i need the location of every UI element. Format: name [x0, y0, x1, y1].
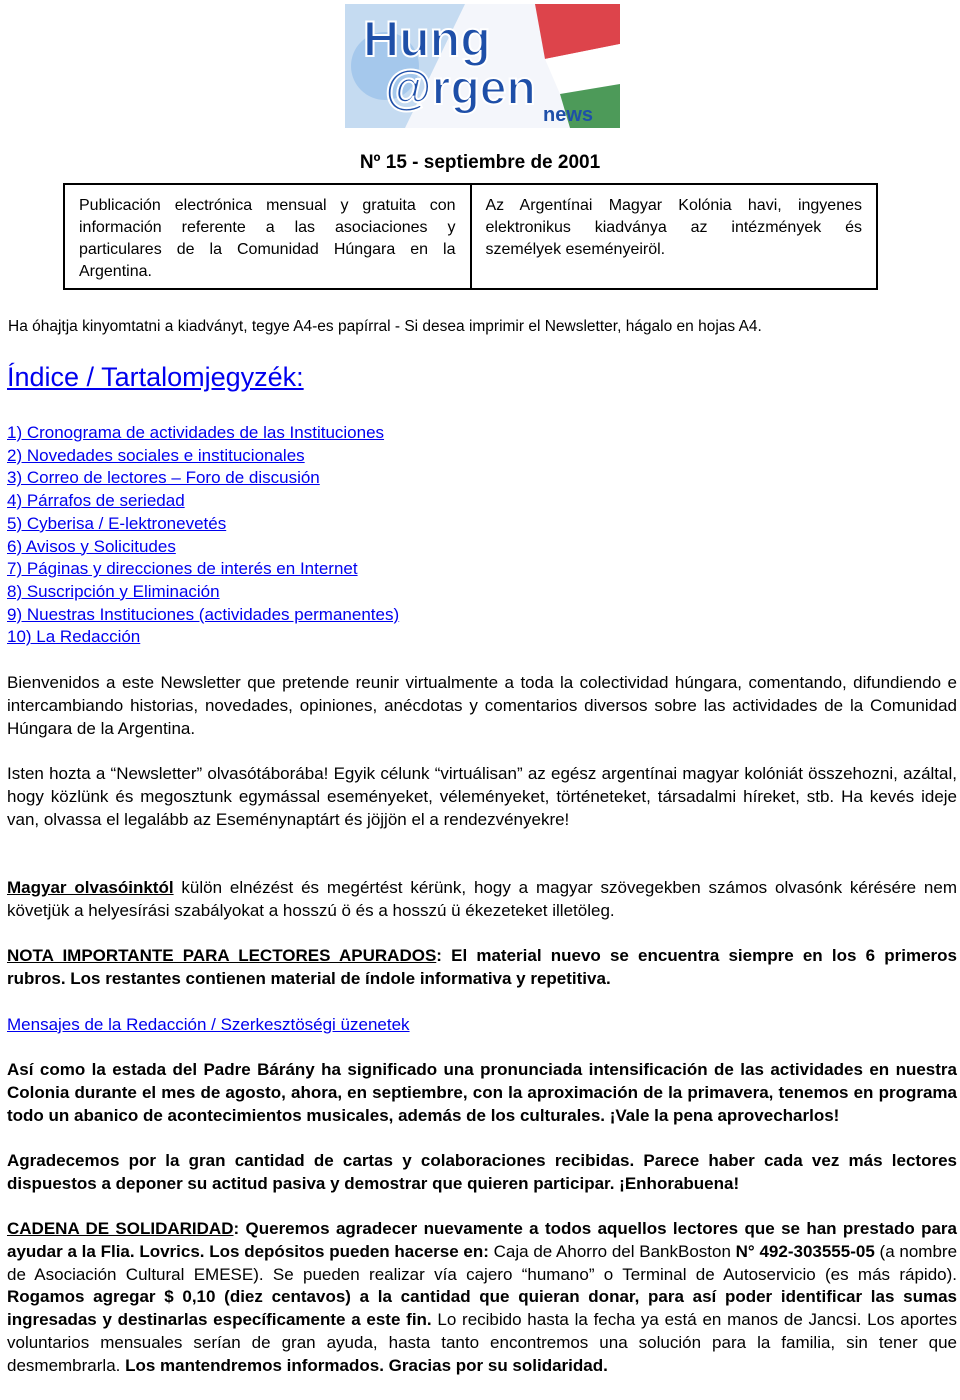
svg-text:@rgen: @rgen — [385, 62, 536, 115]
welcome-spanish: Bienvenidos a este Newsletter que pretende reunir virtualmente a toda la colectividad húngara, comentando, difundiendo e intercambiando historias, novedades, opiniones, anécdotas y comentarios diversos sobre las actividades de la Comunidad Húngara de la Argentina. — [7, 673, 957, 738]
nota-text: : El material nuevo se encuentra siempre en los 6 primeros rubros. Los restantes contienen material de índole informativa y repetitiva. — [7, 946, 957, 988]
hungargen-logo — [345, 4, 620, 128]
intro-table — [63, 183, 878, 290]
cadena-title: CADENA DE SOLIDARIDAD — [7, 1219, 234, 1238]
mensajes-paragraph-1: Así como la estada del Padre Bárány ha significado una pronunciada intensificación de las actividades en nuestra Colonia durante el mes de agosto, ahora, en septiembre, con la aproximación de la primavera, tenemos en programa todo un abanico de acontecimientos musicales, además de los culturales. ¡Vale la pena aprovecharlos! — [7, 1060, 957, 1125]
svg-text:news: news — [543, 104, 594, 126]
index-link-1[interactable]: 1) Cronograma de actividades de las Instituciones — [7, 423, 385, 442]
mensajes-heading[interactable] — [7, 1014, 957, 1037]
index-link-7[interactable]: 7) Páginas y direcciones de interés en Internet — [7, 559, 358, 579]
intro-hungarian: Az Argentínai Magyar Kolónia havi, ingyenes elektronikus kiadványa az intézmények és személyek eseményeiröl. — [485, 197, 862, 258]
cadena-text-2: (a nombre de Asociación Cultural EMESE). Se pueden realizar vía cajero “humano” o Terminal de Autoservicio (es más rápido). — [7, 1241, 958, 1284]
intro-spanish: Publicación electrónica mensual y gratuita con información referente a las asociaciones y particulares de la Comunidad Húngara en la Argentina. — [65, 185, 472, 288]
cadena-text-5: Los mantendremos informados. Gracias por su solidaridad. — [125, 1355, 608, 1375]
issue-heading: Nº 15 - septiembre de 2001 — [359, 152, 601, 173]
index-link-2[interactable]: 2) Novedades sociales e institucionales — [7, 445, 305, 465]
index-title[interactable]: Índice / Tartalomjegyzék: — [7, 362, 304, 392]
magyar-note — [7, 877, 957, 923]
cadena-solidaridad — [7, 1218, 957, 1378]
index-link-10[interactable]: 10) La Redacción — [7, 627, 141, 647]
index-link-8[interactable]: 8) Suscripción y Eliminación — [7, 581, 220, 601]
cadena-bank: Caja de Ahorro del BankBoston — [493, 1241, 736, 1261]
mensajes-paragraph-2: Agradecemos por la gran cantidad de cartas y colaboraciones recibidas. Parece haber cada vez más lectores dispuestos a deponer su actitud pasiva y demostrar que quieren participar. ¡Enhorabuena! — [7, 1151, 957, 1193]
index-link-3[interactable]: 3) Correo de lectores – Foro de discusión — [7, 468, 320, 488]
nota-lead: NOTA IMPORTANTE PARA LECTORES APURADOS — [7, 946, 437, 965]
index-link-4[interactable]: 4) Párrafos de seriedad — [7, 491, 185, 511]
print-note: Ha óhajtja kinyomtatni a kiadványt, tegye A4-es papírral - Si desea imprimir el Newsletter, hágalo en hojas A4. — [8, 318, 762, 335]
magyar-note-text: külön elnézést és megértést kérünk, hogy a magyar szövegekben számos olvasónk kérésére nem követjük a helyesírási szabályokat a hosszú ö és a hosszú ü ékezeteket illetöleg. — [7, 878, 958, 920]
svg-text:Hung: Hung — [363, 11, 491, 67]
index-link-6[interactable]: 6) Avisos y Solicitudes — [7, 536, 176, 556]
index-link-9[interactable]: 9) Nuestras Instituciones (actividades permanentes) — [7, 604, 400, 624]
nota-importante — [7, 945, 957, 991]
mensajes-link[interactable]: Mensajes de la Redacción / Szerkesztöségi üzenetek — [7, 1015, 410, 1034]
welcome-hungarian: Isten hozta a “Newsletter” olvasótáborába! Egyik célunk “virtuálisan” az egész argentínai magyar kolóniát összehozni, azáltal, hogy közlünk és megosztunk egymással eseményeket, véleményeket, történeteket, társadalmi híreket, stb. Ha kevés ideje van, olvassa el legalább az Eseménynaptárt és jöjjön el a rendezvényekre! — [7, 764, 957, 829]
cadena-text-3: Rogamos agregar $ 0,10 (diez centavos) a la cantidad que quieran donar, para así poder identificar las sumas ingresadas y destinarlas específicamente a este fin. — [7, 1287, 957, 1330]
cadena-account: N° 492-303555-05 — [735, 1241, 875, 1261]
magyar-note-lead: Magyar olvasóinktól — [7, 878, 174, 897]
cadena-text-1: : Queremos agradecer nuevamente a todos aquellos lectores que se han prestado para ayudar a la Flia. Lovrics. Los depósitos pueden hacerse en: — [7, 1219, 957, 1261]
cadena-text-4: Lo recibido hasta la fecha ya está en manos de Jancsi. Los aportes voluntarios mensuales serían de gran ayuda, hasta tanto encontremos una solución para la familia, sin tener que desmembrarla. — [7, 1310, 957, 1375]
index-list — [7, 422, 399, 649]
index-link-5[interactable]: 5) Cyberisa / E-lektronevetés — [7, 513, 227, 533]
